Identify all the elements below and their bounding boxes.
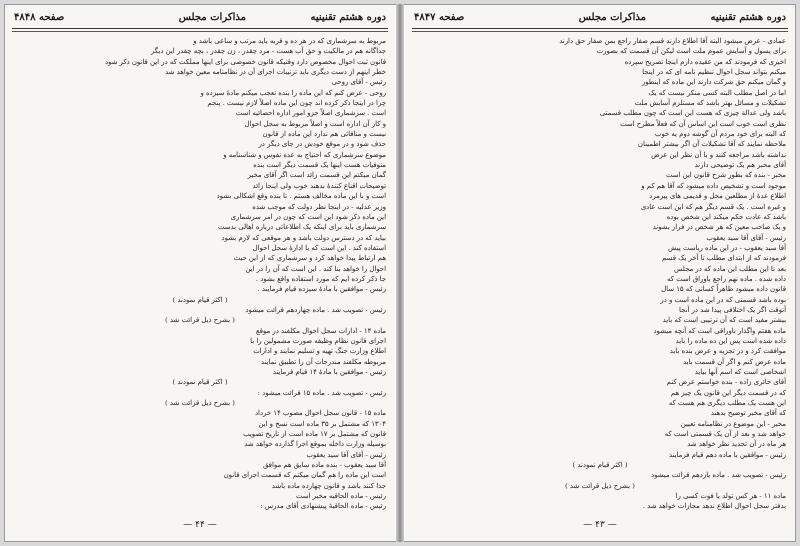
text-line: نیست و منافاتی هم ندارد این ماده از قانون [262, 130, 386, 139]
text-line: موضوع سرشماری که احتیاج به عده نفوس و شناسنامه و [223, 150, 386, 159]
text-line: آقا سید یعقوب - در این ماده ریاست پیش [667, 243, 786, 252]
text-line: است . سرشماری اصلاً جزو امور اداره احصائیه است [235, 109, 386, 118]
text-line: باشد ولی عدالة چیزی که هست این است که چون مطلب قسمتی [599, 109, 786, 118]
text-line: رئیس - تصویب شد . ماده ۱۵ قرائت میشود : [257, 388, 386, 397]
text-line: بیاید که در دسترس دولت باشد و هر موقعی که لازم بشود [221, 233, 386, 242]
text-line: احوال را خواهد بنا کند . این است که آن را در این [245, 264, 386, 273]
text-line: ( بشرح ذیل قرائت شد ) [165, 316, 235, 325]
text-line: بیشتر مفید است که آن ترتیبی است که باید [662, 316, 786, 325]
text-line: عمادی - عرض میشود البته آقا اطلاع دارند قسم صفار راجع بمن صفار حق دارند [559, 37, 786, 45]
left-page-number: صفحه ۴۸۴۸ [14, 12, 65, 23]
right-page-number: صفحه ۴۸۴۷ [414, 12, 465, 23]
text-line: جا ذکر کرده ایم که مورد استفاده واقع بشود . [255, 274, 386, 283]
text-line: بعد تا این مطلب این ماده که در مجلس [674, 264, 786, 273]
text-line: این ماده ذکر شود این است که چون در امر سرشماری [230, 212, 386, 221]
text-line: ( اکثر قیام نمودند ) [172, 378, 228, 387]
text-line: بوسیله وزارت داخله بموقع اجرا گذارده خواهد شد [244, 440, 386, 449]
text-line: باشد که عادت حکم میکند این شخص بوده [666, 212, 786, 221]
left-header-rule-thin [12, 31, 388, 32]
text-line: برای پسول و آسایش عموم ملت است لیکن آن قسمت که بصورت [596, 47, 786, 56]
text-line: ( اکثر قیام نمودند ) [172, 295, 228, 304]
text-line: مربوط به سرشماری که در هر ده و قریه باید مرتب و ساعی باشد و [193, 37, 386, 45]
text-line: بدفتر سجل احوال اطلاع ندهد مجازات خواهد شد . [642, 502, 786, 511]
text-line: رئیس - ماده الحاقیه مخبر است [296, 492, 386, 501]
left-page-header [14, 10, 386, 28]
text-line: ماده هفتم واگذار باوراقی است که آنچه میشود [653, 326, 786, 335]
text-line: توضیحات اقناع کنندهٔ بدهند خوب ولی اینجا زائد [252, 181, 386, 190]
text-line: هر ماه در آن تجدید نظر خواهد شد [687, 440, 786, 449]
text-line: اجرای قانون نظام وظیفه صورت مشمولین را با [250, 336, 386, 345]
text-line: ( اکثر قیام نمودند ) [572, 461, 628, 470]
text-line: ۱۳۰۴ که مشتمل بر ۳۵ ماده است نسخ و این [258, 419, 386, 428]
text-line: رئیس - موافقین با ماده دهم قیام فرمایند [668, 450, 786, 459]
text-line: چرا در اینجا ذکر کرده اند چون این ماده اصلاً لازم نیست . پنجم [207, 99, 386, 108]
text-line: بوده باشد قسمتی که در این ماده است و در [660, 295, 786, 304]
right-header-rule [412, 28, 788, 29]
text-line: و یک صاحب معین که هر شخص در فرار بشوند [652, 223, 786, 232]
text-line: اطلاع عدهٔ از مطلعین محل و قدیمی های پیرمرد [649, 192, 786, 201]
text-line: که البته برای خود مردم آن گوشه دوم یه خوب [654, 130, 786, 139]
text-line: قانون ثبت احوال مخصوص دارد وقتیکه قانون خصوصی برای اینها مملکت که در این قانون ذکر شود [104, 57, 386, 66]
text-line: آقا سید یعقوب - بنده ماده سابق هم موافق [262, 461, 386, 470]
left-page-footer: — ۴۴ — [183, 520, 217, 530]
text-line: آقای حائری زاده - بنده خواستم عرض کنم [666, 378, 786, 387]
text-line: رئیس - آقای روحی [331, 78, 386, 87]
text-line: میکنم بتواند سجل احوال تنظیم نامه ای که در اینجا [642, 68, 786, 77]
text-line: ماده عرض کنم و اگر آن قسمت باید [682, 357, 786, 366]
text-line: رئیس - آقای آقا سید یعقوب [306, 450, 386, 459]
left-header-rule [12, 28, 388, 29]
text-line: استفاده کند . این است که با ادارهٔ سجل احوال [252, 243, 386, 252]
text-line: داده شده است پس این ده ماده را باید [675, 336, 786, 345]
text-line: است این ماده را هم گمان میکنم که قسمت اجرای قانون [223, 471, 386, 480]
text-line: رئیس - موافقین با مادهٔ ۱۴ قیام فرمایند [272, 368, 386, 376]
text-line: که در قسمت دیگر این قانون یک چیز هم [670, 388, 786, 397]
right-session-label: دوره هشتم تقنینیه [710, 12, 786, 23]
text-line: جداگانه هم در مالکیت و حق آب هست - مرد چقدر ، زن چقدر ، بچه چقدر این دیگر [150, 47, 386, 56]
text-line: رئیس - تصویب شد . ماده چهاردهم قرائت میشود [245, 305, 386, 314]
newspaper-spread [4, 4, 796, 542]
text-line: تشکیلات و مسائل بهتر باشد که مستلزم آسایش ملت [634, 99, 786, 108]
text-line: رئیس - آقای آقا سید یعقوب [706, 233, 786, 242]
text-line: ماده ۱۵ - قانون سجل احوال مصوب ۱۴ خرداد [254, 409, 386, 418]
text-line: داده شده . ماده نهم راجع باوراق است که [666, 274, 786, 283]
text-line: وزیر عدلیه - در اینجا نظر دولت که موجب شده [252, 202, 386, 211]
text-line: گمان میکنم این قسمت زائد است اگر آقای مخبر [247, 171, 386, 180]
book-gutter [396, 4, 404, 542]
text-line: نداشته باشد مراجعه کنند و با آن نظر این عرض [651, 150, 786, 159]
text-line: که آقای مخبر توضیح بدهند [710, 409, 786, 418]
left-page-body [14, 36, 386, 514]
text-line: اطلاع وزارت جنگ تهیه و تسلیم نمایند و ادارات [253, 347, 386, 356]
text-line: و کار آن اداره است و اصلاً مربوط به سجل احوال [244, 119, 386, 128]
text-line: قانون که مشتمل بر ۱۷ ماده است از تاریخ تصویب [243, 430, 386, 439]
text-line: رئیس - تصویب شد . ماده یازدهم قرائت میشود [650, 471, 786, 480]
text-line: و گمان میکنم حق شرکت دارند این ماده که اینطور [641, 78, 786, 87]
right-page-footer: — ۴۳ — [583, 520, 617, 530]
text-line: ( بشرح ذیل قرائت شد ) [565, 481, 635, 490]
text-line: خطر اینهم از دست دیگری باید ترتیبات اجرای آن در نظامنامه معین خواهد شد [165, 68, 386, 77]
text-line: متوفیات هست اینها یک قسمت دیگر است بنده [253, 161, 386, 170]
right-page-title: مذاکرات مجلس [578, 12, 646, 23]
text-line: ملاحظه نمایند که آقا تشکیلات آن اگر بیشتر اطمینان [637, 140, 786, 149]
text-line: مربوطه مکلفند مندرجات آن را تطبیق نمایند [260, 357, 386, 366]
text-line: اشخاصی است که اسم آنها بیاید [694, 368, 786, 376]
text-line: فرمودند که از ابتدای مطلب تا آخر یک قسم [661, 254, 786, 263]
text-line: رئیس - ماده الحاقیهٔ پیشنهادی آقای مدرس : [260, 502, 386, 511]
text-line: جدا کنند باشد و قانون چهارده ماده باشد [271, 481, 386, 490]
text-line: نظری است خوب است این اساس آن که فعلاً مطرح است [620, 119, 786, 128]
text-line: خواهد شد و بعد از آن یک قسمتی است که [664, 430, 786, 439]
right-header-rule-thin [412, 31, 788, 32]
right-page-body [414, 36, 786, 514]
right-page [404, 4, 796, 542]
text-line: است و با این ماده مخالف هستم . تا بنده وقع اشکالی بشود [216, 192, 386, 201]
left-page [4, 4, 396, 542]
text-line: مخبر - بنده که بطور شرح قانون این است [665, 171, 786, 180]
text-line: موجود است و تشخیص داده میشود که آقا هم کم و [641, 181, 786, 190]
text-line: مخبر - این موضوع در نظامنامه تعیین [680, 419, 786, 428]
left-page-title: مذاکرات مجلس [178, 12, 246, 23]
text-line: موافقت کرد و در تجزیه و عرض بنده باید [669, 347, 786, 356]
text-line: ماده ۱۱ - هر کس تولد یا فوت کسی را [675, 492, 786, 501]
text-line: قانون داده میشود ظاهراً کسانی که ۱۵ سال [661, 285, 786, 294]
text-line: ماده ۱۴ - ادارات سجل احوال مکلفند در موقع [255, 326, 386, 335]
text-line: آقای مخبر هم یک توضیحی دارند [694, 161, 786, 170]
text-line: اما در اصل مطلب البته کسی منکر نیست که یک [648, 88, 786, 97]
text-line: سرشماری باید برای اینکه یک اطلاعاتی درباره اهالی بدست [217, 223, 386, 232]
text-line: و غیره است . یک قسم دیگر هم که این است عادی [640, 202, 786, 211]
text-line: حذف شود و در موقع خودش در جای دیگر در [258, 140, 386, 149]
text-line: اخیری که فرمودند که من عقیده دارم اینجا تصریح سپرده [624, 57, 786, 66]
left-session-label: دوره هشتم تقنینیه [310, 12, 386, 23]
text-line: آنوقت اگر یک اختلافی پیدا شد در آنجا [679, 305, 786, 314]
text-line: روحی - عرض کنم که این ماده را بنده تعجب میکنم مادهٔ سیزده و [200, 88, 386, 97]
text-line: رئیس - موافقین با مادهٔ سیزده قیام فرمایند . [257, 285, 386, 294]
text-line: ( بشرح ذیل قرائت شد ) [165, 399, 235, 408]
text-line: هم ارتباط پیدا خواهد کرد و سرشماری که از این حیث [233, 254, 386, 263]
text-line: این هست یک مطلب دیگری هم هست که [668, 399, 786, 408]
right-page-header [414, 10, 786, 28]
